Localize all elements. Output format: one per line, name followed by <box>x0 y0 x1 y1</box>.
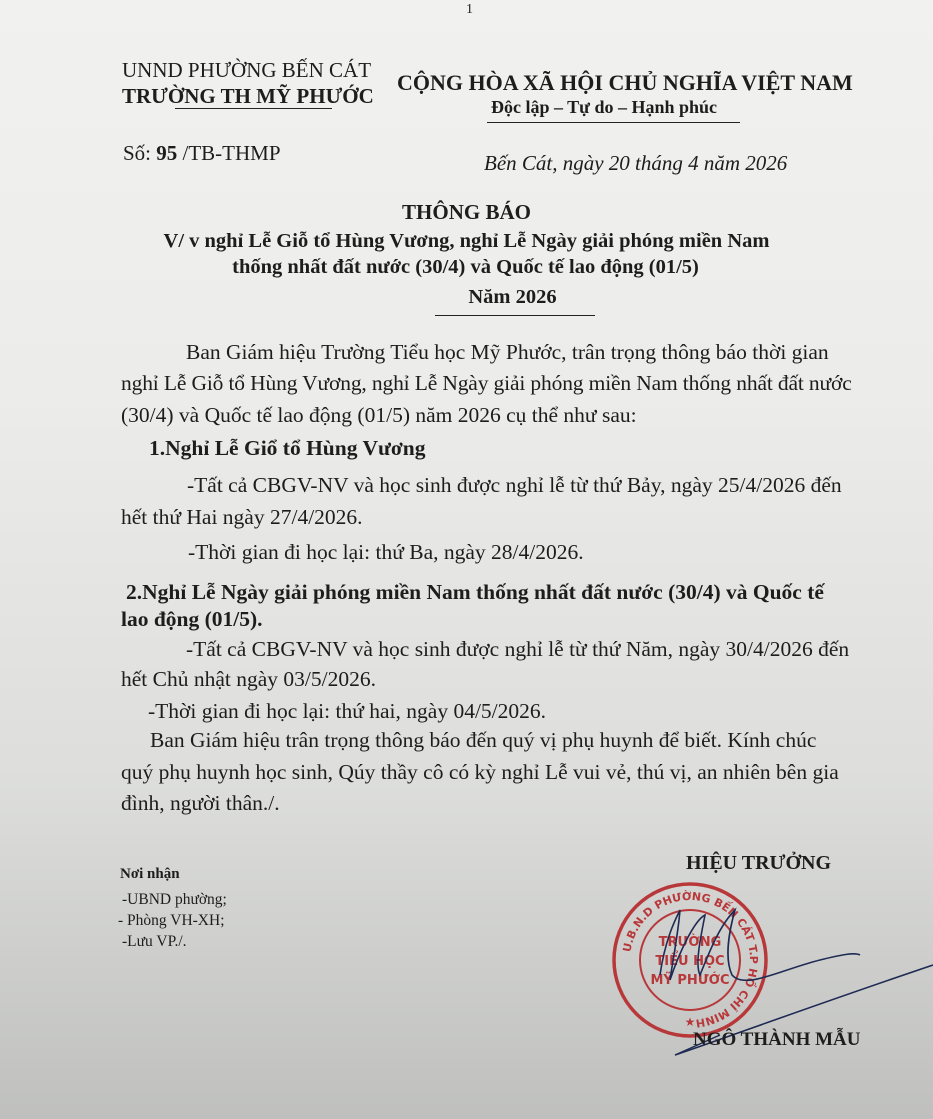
title-underline <box>435 315 595 316</box>
section-2-item: -Tất cả CBGV-NV và học sinh được nghỉ lễ từ thứ Năm, ngày 30/4/2026 đến <box>186 637 850 661</box>
subject-year: Năm 2026 <box>468 286 557 308</box>
recipient-item: - Phòng VH-XH; <box>118 912 225 929</box>
signer-name: NGÔ THÀNH MẪU <box>693 1029 861 1050</box>
document-number <box>123 141 281 166</box>
section-2-title: lao động (01/5). <box>121 607 263 631</box>
recipients-title: Nơi nhận <box>120 866 180 882</box>
signature-stroke <box>660 910 860 980</box>
stamp-center-line: MỸ PHƯỚC <box>650 973 730 988</box>
school-underline <box>175 108 332 109</box>
section-1-title: 1.Nghỉ Lễ Giổ tổ Hùng Vương <box>149 436 426 460</box>
motto-underline <box>487 122 740 123</box>
issuing-agency: UNND PHƯỜNG BẾN CÁT <box>122 58 372 82</box>
national-motto: Độc lập – Tự do – Hạnh phúc <box>491 97 718 117</box>
document-date: Bến Cát, ngày 20 tháng 4 năm 2026 <box>484 151 788 175</box>
intro-line: Ban Giám hiệu Trường Tiểu học Mỹ Phước, trân trọng thông báo thời gian <box>186 340 829 364</box>
recipient-item: -UBND phường; <box>122 891 227 908</box>
page-number: 1 <box>466 2 473 17</box>
signer-position: HIỆU TRƯỞNG <box>686 852 832 874</box>
subject-line-2: thống nhất đất nước (30/4) và Quốc tế lao động (01/5) <box>232 256 699 278</box>
stamp-center-line: TRƯỜNG <box>658 935 722 950</box>
recipient-item: -Lưu VP./. <box>122 933 187 950</box>
stamp-center-line: TIỂU HỌC <box>655 954 725 969</box>
intro-line: (30/4) và Quốc tế lao động (01/5) năm 2026 cụ thể như sau: <box>121 403 637 427</box>
stamp-ring-text: U.B.N.D PHƯỜNG BẾN CÁT T.P HỒ CHÍ MINH <box>620 889 761 1030</box>
closing-line: đình, người thân./. <box>121 791 280 815</box>
section-2-item: hết Chủ nhật ngày 03/5/2026. <box>121 667 376 691</box>
intro-line: nghỉ Lễ Giỗ tổ Hùng Vương, nghỉ Lễ Ngày giải phóng miền Nam thống nhất đất nước <box>121 371 852 395</box>
school-name: TRƯỜNG TH MỸ PHƯỚC <box>122 84 374 108</box>
section-2-title: 2.Nghỉ Lễ Ngày giải phóng miền Nam thống nhất đất nước (30/4) và Quốc tế <box>126 580 824 604</box>
section-1-item: -Thời gian đi học lại: thứ Ba, ngày 28/4/2026. <box>188 540 584 564</box>
closing-line: quý phụ huynh học sinh, Qúy thầy cô có kỳ nghỉ Lễ vui vẻ, thú vị, an nhiên bên gia <box>121 760 839 784</box>
section-1-item: hết thứ Hai ngày 27/4/2026. <box>121 505 363 529</box>
section-2-item: -Thời gian đi học lại: thứ hai, ngày 04/5/2026. <box>148 699 547 723</box>
national-title: CỘNG HÒA XÃ HỘI CHỦ NGHĨA VIỆT NAM <box>397 70 853 95</box>
section-1-item: -Tất cả CBGV-NV và học sinh được nghỉ lễ từ thứ Bảy, ngày 25/4/2026 đến <box>187 473 842 497</box>
subject-line-1: V/ v nghỉ Lễ Giỗ tổ Hùng Vương, nghỉ Lễ Ngày giải phóng miền Nam <box>163 230 770 252</box>
number-suffix: /TB-THMP <box>182 141 281 165</box>
stamp-star-icon: ★ <box>684 1015 696 1029</box>
number-value: 95 <box>156 141 178 165</box>
closing-line: Ban Giám hiệu trân trọng thông báo đến quý vị phụ huynh để biết. Kính chúc <box>150 728 817 752</box>
document-title: THÔNG BÁO <box>402 200 531 224</box>
number-prefix: Số: <box>123 141 152 165</box>
